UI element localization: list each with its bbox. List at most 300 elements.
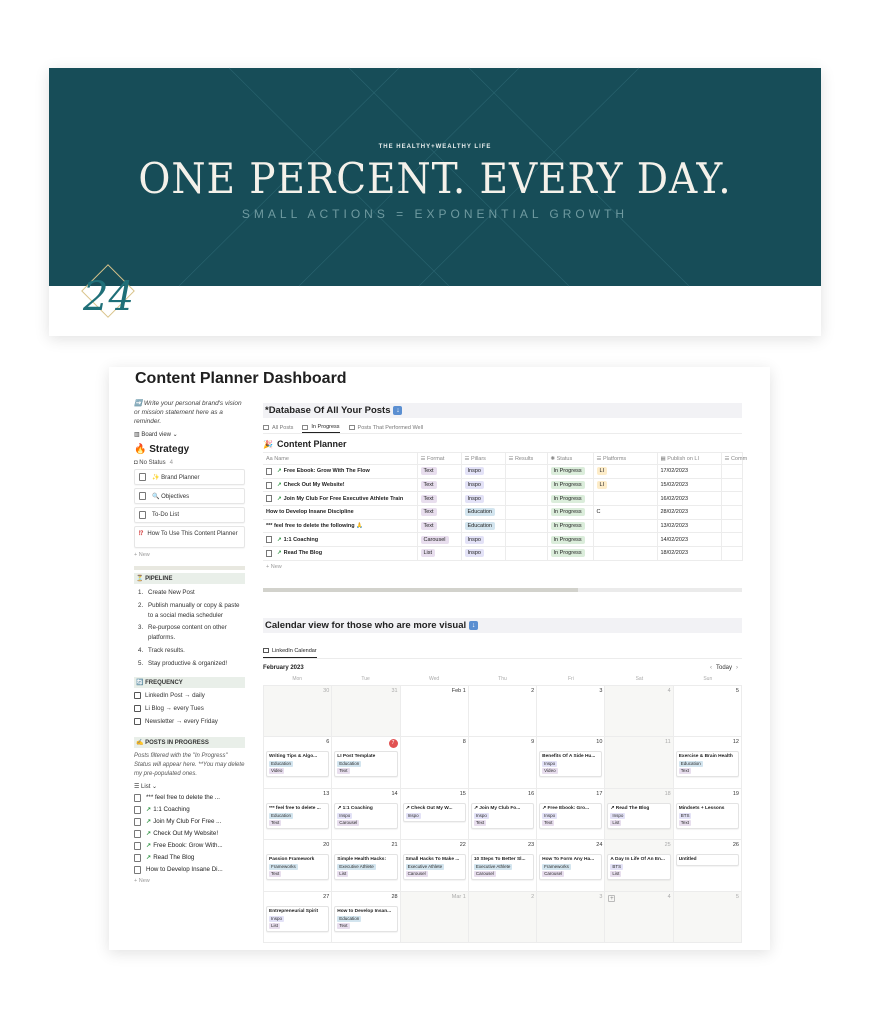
arrow-down-icon: ↓: [393, 406, 402, 415]
table-row[interactable]: [263, 519, 742, 533]
comment-cell[interactable]: [721, 547, 742, 561]
add-event-icon[interactable]: +: [610, 895, 614, 902]
results-cell[interactable]: [505, 519, 547, 533]
calendar-day[interactable]: [332, 892, 400, 944]
status-cell[interactable]: [547, 506, 593, 520]
day-number: 10: [596, 739, 603, 746]
board-scrollbar[interactable]: [134, 566, 245, 570]
day-number: 4: [667, 687, 671, 694]
date-cell[interactable]: 28/02/2023: [657, 506, 721, 520]
tag: Inspo: [544, 812, 556, 818]
date-cell[interactable]: 15/02/2023: [657, 478, 721, 492]
pillar-cell[interactable]: [461, 506, 505, 520]
event-title: *** feel free to delete ...: [269, 805, 321, 811]
calendar-day[interactable]: [537, 892, 605, 944]
day-number: 5: [735, 687, 739, 694]
item-label: Check Out My Website!: [153, 830, 219, 838]
tag: Text: [421, 467, 437, 475]
database-tabs: [263, 422, 742, 434]
calendar-day[interactable]: [537, 686, 605, 738]
comment-cell[interactable]: [721, 533, 742, 547]
name-cell[interactable]: [263, 478, 417, 492]
arrow-up-right-icon: ↗: [146, 818, 152, 826]
group-label: ◘ No Status: [134, 460, 166, 466]
status-cell[interactable]: [547, 547, 593, 561]
checkbox[interactable]: [134, 718, 141, 725]
tag: Inspo: [465, 467, 484, 475]
platform-cell[interactable]: [593, 519, 657, 533]
tag: Frameworks: [544, 864, 569, 870]
event-title: ↗ Read The Blog: [610, 805, 650, 811]
name-cell[interactable]: [263, 492, 417, 506]
format-cell[interactable]: [417, 547, 461, 561]
calendar-day[interactable]: [401, 737, 469, 789]
board-card-objectives[interactable]: [134, 488, 245, 504]
arrow-up-right-icon: ↗: [146, 842, 152, 850]
tag: List: [339, 871, 347, 877]
tag: Carousel: [339, 819, 358, 825]
format-cell[interactable]: [417, 519, 461, 533]
list-item[interactable]: [134, 794, 245, 802]
calendar-event[interactable]: [334, 803, 397, 829]
doc-icon: [139, 473, 146, 481]
name-cell[interactable]: [263, 533, 417, 547]
arrow-up-right-icon: ↗: [146, 830, 152, 838]
calendar-event[interactable]: [403, 803, 466, 822]
checkbox-item[interactable]: LinkedIn Post → daily: [134, 692, 245, 699]
day-number: 2: [531, 893, 535, 900]
calendar-day[interactable]: [264, 840, 332, 892]
table-row[interactable]: [263, 492, 742, 506]
calendar-day[interactable]: [537, 789, 605, 841]
tag: In Progress: [551, 549, 585, 557]
date-cell[interactable]: 14/02/2023: [657, 533, 721, 547]
calendar-day[interactable]: [605, 686, 673, 738]
calendar-event[interactable]: [539, 751, 602, 777]
calendar-event[interactable]: [334, 854, 397, 880]
day-number: 11: [664, 739, 671, 746]
calendar-event[interactable]: [334, 906, 397, 932]
calendar-day[interactable]: [332, 840, 400, 892]
table-row[interactable]: [263, 465, 742, 479]
calendar-day[interactable]: [332, 737, 400, 789]
banner-title: ONE PERCENT. EVERY DAY.: [138, 154, 732, 203]
board-card-todo[interactable]: [134, 507, 245, 523]
calendar-day[interactable]: [332, 686, 400, 738]
weekday-label: Thu: [498, 675, 507, 682]
arrow-up-right-icon: ↗: [277, 482, 282, 489]
tag: Inspo: [465, 549, 484, 557]
board-group-header[interactable]: [134, 460, 245, 466]
checkbox-item[interactable]: Newsletter → every Friday: [134, 718, 245, 725]
tag: Text: [680, 819, 689, 825]
calendar-day[interactable]: [469, 789, 537, 841]
list-item: 1. Create New Post: [138, 589, 195, 596]
calendar-event[interactable]: [403, 854, 466, 880]
tag: In Progress: [551, 481, 585, 489]
tag: Inspo: [271, 915, 283, 921]
scroll-thumb[interactable]: [263, 588, 578, 592]
column-header[interactable]: ☰ Pillars: [461, 453, 505, 465]
platform-cell[interactable]: [593, 465, 657, 479]
format-cell[interactable]: [417, 506, 461, 520]
row-title: How to Develop Insane Discipline: [266, 509, 354, 516]
date-cell[interactable]: 16/02/2023: [657, 492, 721, 506]
table-scrollbar[interactable]: [263, 588, 742, 592]
comment-cell[interactable]: [721, 519, 742, 533]
pipeline-list: [134, 588, 245, 669]
arrow-down-icon: ↓: [469, 621, 478, 630]
date-cell[interactable]: 13/02/2023: [657, 519, 721, 533]
calendar-event[interactable]: [471, 803, 534, 829]
day-number: 2: [531, 687, 535, 694]
results-cell[interactable]: [505, 465, 547, 479]
table-row[interactable]: [263, 506, 742, 520]
checkbox[interactable]: [134, 705, 141, 712]
tag: Text: [421, 495, 437, 503]
results-cell[interactable]: [505, 547, 547, 561]
board-view-toggle[interactable]: ▥ Board view ⌄: [134, 432, 178, 438]
row-title: Read The Blog: [283, 550, 323, 557]
tag: Inspo: [465, 481, 484, 489]
dashboard-page: [109, 367, 770, 950]
event-title: ↗ Join My Club Fo...: [473, 805, 521, 811]
list-item: 3. Re-purpose content on other platforms.: [138, 624, 227, 642]
calendar-day[interactable]: [264, 892, 332, 944]
list-item: 4. Track results.: [138, 646, 185, 654]
name-cell[interactable]: [263, 465, 417, 479]
calendar-event[interactable]: [266, 751, 329, 777]
list-item[interactable]: [134, 806, 245, 814]
calendar-day[interactable]: [469, 840, 537, 892]
column-header[interactable]: ☰ Platforms: [593, 453, 657, 465]
tab-all-posts[interactable]: All Posts: [263, 422, 293, 433]
table-icon: [263, 425, 269, 430]
calendar-day[interactable]: [401, 840, 469, 892]
arrow-up-right-icon: ↗: [277, 536, 282, 543]
doc-icon: [134, 842, 141, 850]
day-number: 15: [459, 790, 466, 797]
weekday-label: Wed: [428, 675, 440, 682]
doc-icon: [266, 468, 272, 475]
event-title: Exercise & Brain Health: [678, 754, 733, 760]
event-title: Entrepreneurial Spirit: [269, 908, 319, 914]
list-item[interactable]: [134, 866, 245, 874]
column-header[interactable]: ☰ Format: [417, 453, 461, 465]
doc-icon: [134, 854, 141, 862]
event-title: How to Develop Insan...: [337, 908, 392, 914]
results-cell[interactable]: [505, 478, 547, 492]
calendar-event[interactable]: [539, 803, 602, 829]
day-number: 17: [596, 790, 603, 797]
column-header[interactable]: Aa Name: [263, 453, 417, 465]
day-number: 26: [732, 842, 739, 849]
format-cell[interactable]: [417, 465, 461, 479]
tag: Text: [271, 819, 280, 825]
results-cell[interactable]: [505, 533, 547, 547]
board-new-button[interactable]: + New: [134, 552, 150, 558]
event-title: ↗ Free Ebook: Gro...: [542, 805, 590, 811]
comment-cell[interactable]: [721, 492, 742, 506]
calendar-day[interactable]: [401, 686, 469, 738]
tag: Carousel: [475, 871, 494, 877]
row-title: Check Out My Website!: [283, 482, 345, 489]
pillar-cell[interactable]: [461, 547, 505, 561]
calendar-event[interactable]: [266, 906, 329, 932]
tag: Text: [339, 768, 348, 774]
day-number: 16: [528, 790, 535, 797]
column-header[interactable]: ☰ Results: [505, 453, 547, 465]
column-header[interactable]: ▦ Publish on LI: [657, 453, 721, 465]
day-number: 22: [459, 842, 466, 849]
comment-cell[interactable]: [721, 478, 742, 492]
doc-icon: [266, 482, 272, 489]
event-title: Passion Framework: [269, 857, 315, 863]
event-title: Mindsets + Lessons: [678, 805, 725, 811]
pillar-cell[interactable]: [461, 519, 505, 533]
tag: BTS: [680, 812, 690, 818]
tag: Education: [271, 761, 292, 767]
day-number: 4: [667, 893, 671, 900]
day-number: 8: [462, 739, 466, 746]
event-title: 10 Steps To Better Sl...: [473, 857, 526, 863]
name-cell[interactable]: [263, 547, 417, 561]
database-heading: *Database Of All Your Posts ↓: [263, 403, 742, 418]
prev-month-icon[interactable]: ‹: [709, 664, 712, 671]
board-card-how-to[interactable]: [134, 526, 245, 548]
calendar-day[interactable]: [401, 789, 469, 841]
day-number: 3: [599, 893, 603, 900]
tag: List: [421, 549, 436, 557]
weekday-row: [263, 676, 742, 685]
format-cell[interactable]: [417, 492, 461, 506]
calendar-day[interactable]: [332, 789, 400, 841]
arrow-up-right-icon: ↗: [146, 806, 152, 814]
tag: Frameworks: [271, 864, 296, 870]
left-column: [134, 399, 245, 884]
calendar-event[interactable]: [266, 854, 329, 880]
day-number: 19: [732, 790, 739, 797]
day-number: 30: [323, 687, 330, 694]
event-title: How To Form Any Ha...: [542, 857, 595, 863]
column-header[interactable]: ☰ Comm: [721, 453, 742, 465]
list-item[interactable]: [134, 830, 245, 838]
date-cell[interactable]: 17/02/2023: [657, 465, 721, 479]
card-label: To-Do List: [152, 512, 180, 518]
calendar-day[interactable]: [537, 737, 605, 789]
day-number: 20: [323, 842, 330, 849]
tag: Carousel: [544, 871, 563, 877]
tag: Text: [271, 871, 280, 877]
day-number: [334, 739, 397, 748]
tab-performed-well[interactable]: Posts That Performed Well: [349, 422, 424, 433]
calendar-event[interactable]: [539, 854, 602, 880]
tag: In Progress: [551, 467, 585, 475]
tag: Executive Athlete: [339, 864, 374, 870]
calendar-day[interactable]: [605, 840, 673, 892]
weekday-label: Tue: [361, 675, 370, 682]
doc-icon: [134, 830, 141, 838]
doc-icon: [266, 495, 272, 502]
pillar-cell[interactable]: [461, 533, 505, 547]
table-title: 🎉 Content Planner: [263, 439, 347, 449]
tag: Inspo: [407, 812, 419, 818]
logo-number: 24: [83, 274, 134, 320]
platform-cell[interactable]: [593, 547, 657, 561]
weekday-label: Mon: [292, 675, 303, 682]
tag: Inspo: [339, 812, 351, 818]
calendar-event[interactable]: [676, 751, 739, 777]
doc-icon: [139, 492, 146, 500]
calendar-event[interactable]: [607, 854, 670, 880]
day-number: 5: [735, 893, 739, 900]
results-cell[interactable]: [505, 506, 547, 520]
tag: Inspo: [475, 812, 487, 818]
calendar-day[interactable]: [469, 686, 537, 738]
tag: List: [612, 819, 620, 825]
tag: Executive Athlete: [475, 864, 511, 870]
calendar-event[interactable]: [334, 751, 397, 777]
list-item[interactable]: [134, 818, 245, 826]
calendar-day[interactable]: [401, 892, 469, 944]
group-count: 4: [169, 460, 173, 466]
posts-in-progress-heading: ✍️ POSTS IN PROGRESS: [134, 737, 245, 748]
status-cell[interactable]: [547, 492, 593, 506]
arrow-up-right-icon: ↗: [146, 854, 152, 862]
table-new-button[interactable]: + New: [266, 563, 282, 570]
calendar-day[interactable]: [264, 737, 332, 789]
list-new-button[interactable]: + New: [134, 877, 150, 884]
board-card-brand-planner[interactable]: [134, 469, 245, 485]
event-title: Small Hacks To Make ...: [405, 857, 460, 863]
status-cell[interactable]: [547, 465, 593, 479]
calendar-day[interactable]: [605, 892, 673, 944]
platform-cell[interactable]: C: [593, 506, 657, 520]
calendar-day[interactable]: [674, 789, 742, 841]
format-cell[interactable]: [417, 478, 461, 492]
calendar-day[interactable]: [674, 840, 742, 892]
tag: Text: [421, 508, 437, 516]
main-column: [263, 403, 748, 943]
day-number: 14: [391, 790, 398, 797]
event-title: LI Post Template: [337, 754, 376, 760]
calendar-day[interactable]: [674, 892, 742, 944]
calendar-event[interactable]: [676, 854, 739, 866]
doc-icon: [134, 818, 141, 826]
doc-icon: [134, 794, 141, 802]
calendar-event[interactable]: [471, 854, 534, 880]
event-title: Simple Health Hacks:: [337, 857, 387, 863]
card-label: ✨ Brand Planner: [152, 474, 200, 481]
calendar-event[interactable]: [607, 803, 670, 829]
item-label: 1:1 Coaching: [153, 806, 190, 814]
tag: BTS: [612, 864, 622, 870]
day-number: Feb 1: [451, 687, 466, 694]
weekday-label: Fri: [568, 675, 574, 682]
calendar-event[interactable]: [266, 803, 329, 829]
list-item: 5. Stay productive & organized!: [138, 659, 228, 667]
tag: Carousel: [407, 871, 426, 877]
next-month-icon[interactable]: ›: [736, 664, 738, 671]
date-cell[interactable]: 18/02/2023: [657, 547, 721, 561]
page-title: Content Planner Dashboard: [135, 370, 347, 387]
list-item: 2. Publish manually or copy & paste to a social media scheduler: [138, 601, 240, 619]
calendar-day[interactable]: [264, 686, 332, 738]
calendar-day[interactable]: [605, 789, 673, 841]
tag: LI: [597, 481, 608, 489]
banner-tagline: SMALL ACTIONS = EXPONENTIAL GROWTH: [241, 207, 629, 221]
name-cell[interactable]: [263, 519, 417, 533]
platform-cell[interactable]: [593, 533, 657, 547]
table-row[interactable]: [263, 547, 742, 561]
calendar-event[interactable]: [676, 803, 739, 829]
table-row[interactable]: [263, 478, 742, 492]
item-label: Free Ebook: Grow With...: [153, 842, 223, 850]
tag: In Progress: [551, 508, 585, 516]
calendar-day[interactable]: [469, 892, 537, 944]
banner-card: [49, 68, 821, 336]
event-title: Untitled: [678, 857, 697, 863]
event-title: Writing Tips & Algo...: [269, 754, 318, 760]
checkbox[interactable]: [134, 692, 141, 699]
event-title: ↗ Check Out My W...: [405, 805, 453, 811]
status-cell[interactable]: [547, 478, 593, 492]
list-item[interactable]: [134, 842, 245, 850]
tag: Executive Athlete: [407, 864, 443, 870]
platform-cell[interactable]: [593, 492, 657, 506]
calendar-day[interactable]: [264, 789, 332, 841]
calendar-day[interactable]: [674, 737, 742, 789]
calendar-day[interactable]: [674, 686, 742, 738]
today-button[interactable]: Today: [715, 664, 732, 671]
pillar-cell[interactable]: [461, 478, 505, 492]
comment-cell[interactable]: [721, 465, 742, 479]
tag: Text: [544, 819, 553, 825]
day-number: 9: [531, 739, 535, 746]
calendar-day[interactable]: [469, 737, 537, 789]
doc-icon: [134, 866, 141, 874]
tag: Text: [421, 522, 437, 530]
list-view-toggle[interactable]: ☰ List ⌄: [134, 783, 158, 790]
name-cell[interactable]: [263, 506, 417, 520]
day-number: 18: [664, 790, 671, 797]
day-number: 23: [528, 842, 535, 849]
comment-cell[interactable]: [721, 506, 742, 520]
day-number: Mar 1: [451, 893, 466, 900]
format-cell[interactable]: [417, 533, 461, 547]
calendar-day[interactable]: [605, 737, 673, 789]
tab-linkedin-calendar[interactable]: LinkedIn Calendar: [263, 648, 317, 658]
vision-callout: ➡️ Write your personal brand's vision or mission statement here as a reminder.: [134, 400, 242, 425]
tag: In Progress: [551, 495, 585, 503]
status-cell[interactable]: [547, 533, 593, 547]
table-row[interactable]: [263, 533, 742, 547]
tag: Video: [271, 768, 283, 774]
platform-cell[interactable]: [593, 478, 657, 492]
checkbox-item[interactable]: Li Blog → every Tues: [134, 705, 245, 712]
weekday-label: Sun: [703, 675, 713, 682]
list-item[interactable]: [134, 854, 245, 862]
tag: Carousel: [421, 536, 449, 544]
tab-in-progress[interactable]: In Progress: [302, 422, 339, 433]
status-cell[interactable]: [547, 519, 593, 533]
calendar-day[interactable]: [537, 840, 605, 892]
pillar-cell[interactable]: [461, 465, 505, 479]
tag: Text: [421, 481, 437, 489]
pillar-cell[interactable]: [461, 492, 505, 506]
results-cell[interactable]: [505, 492, 547, 506]
column-header[interactable]: ✺ Status: [547, 453, 593, 465]
